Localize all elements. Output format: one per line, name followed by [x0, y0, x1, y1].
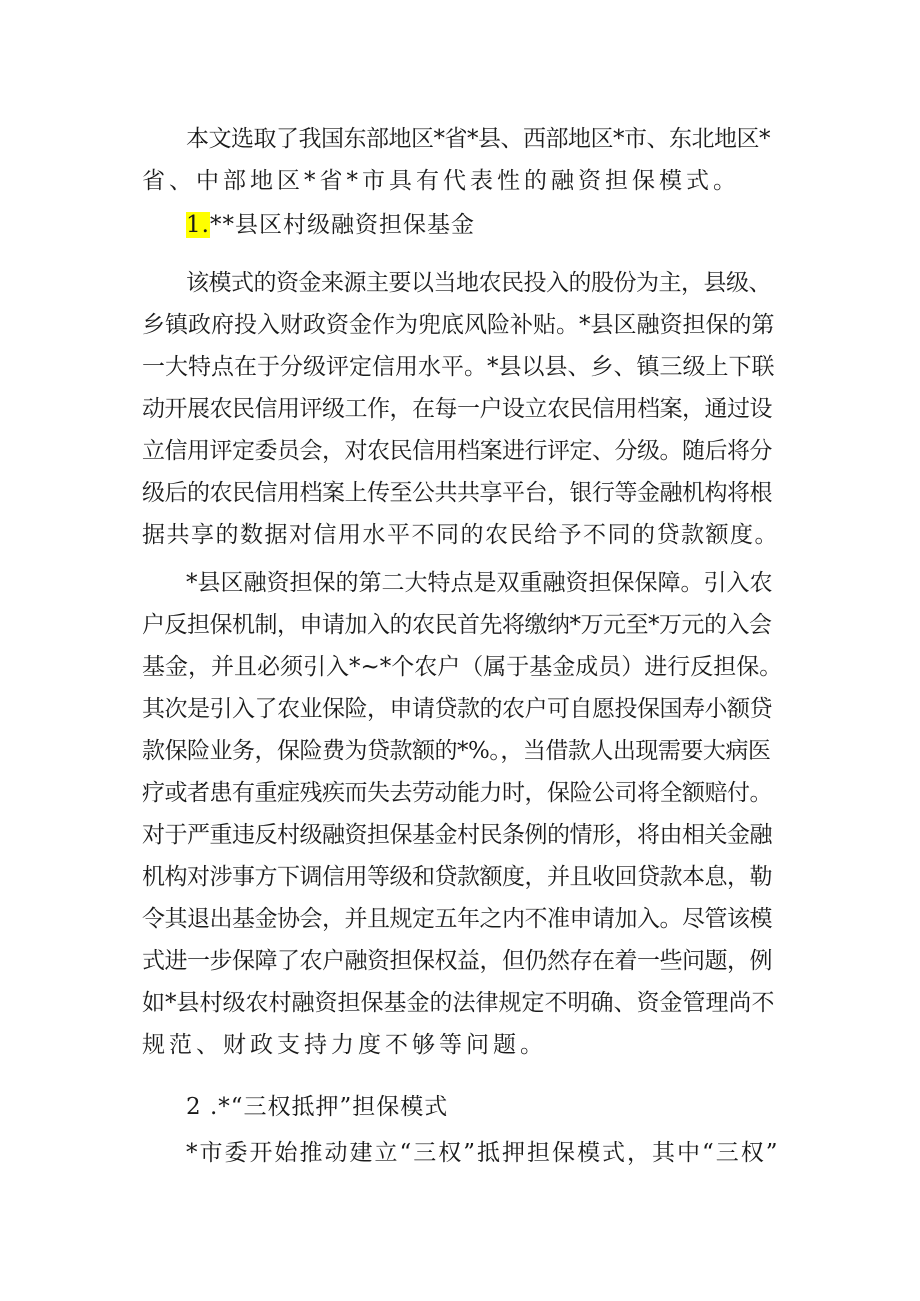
para-2-line-6: 疗或者患有重症残疾而失去劳动能力时，保险公司将全额赔付。	[142, 780, 772, 806]
para-2-line-1: *县区融资担保的第二大特点是双重融资担保保障。引入农	[186, 570, 773, 596]
para-2-line-11: 如*县村级农村融资担保基金的法律规定不明确、资金管理尚不	[142, 990, 775, 1016]
para-2-line-8: 机构对涉事方下调信用等级和贷款额度，并且收回贷款本息，勒	[142, 864, 772, 890]
para-1-line-2: 乡镇政府投入财政资金作为兜底风险补贴。*县区融资担保的第	[142, 312, 775, 338]
para-2-line-9: 令其退出基金协会，并且规定五年之内不准申请加入。尽管该模	[142, 906, 772, 932]
para-2-line-2: 户反担保机制，申请加入的农民首先将缴纳*万元至*万元的入会	[142, 612, 772, 638]
para-1-line-4: 动开展农民信用评级工作，在每一户设立农民信用档案，通过设	[142, 396, 772, 422]
para-2-line-5: 款保险业务，保险费为贷款额的*%。，当借款人出现需要大病医	[142, 738, 771, 764]
section-1-number: 1.	[186, 212, 210, 238]
section-1-title: **县区村级融资担保基金	[209, 212, 475, 238]
para-2-line-7: 对于严重违反村级融资担保基金村民条例的情形，将由相关金融	[142, 822, 772, 848]
section-1-heading	[186, 208, 782, 242]
intro-line-2: 省、中部地区*省*市具有代表性的融资担保模式。	[142, 168, 740, 194]
para-2-line-12: 规范、财政支持力度不够等问题。	[142, 1032, 547, 1058]
section-2-heading: 2 .*“三权抵押”担保模式	[186, 1094, 449, 1120]
para-1-line-7: 据共享的数据对信用水平不同的农民给予不同的贷款额度。	[142, 522, 779, 548]
para-1-line-6: 级后的农民信用档案上传至公共共享平台，银行等金融机构将根	[142, 480, 772, 506]
para-1-line-1: 该模式的资金来源主要以当地农民投入的股份为主，县级、	[186, 270, 771, 296]
para-2-line-4: 其次是引入了农业保险，申请贷款的农户可自愿投保国寿小额贷	[142, 696, 772, 722]
para-1-line-3: 一大特点在于分级评定信用水平。*县以县、乡、镇三级上下联	[142, 354, 775, 380]
para-2-line-3: 基金，并且必须引入*~*个农户（属于基金成员）进行反担保。	[142, 654, 783, 680]
para-3-line-1: *市委开始推动建立“三权”抵押担保模式，其中“三权”	[186, 1140, 780, 1166]
para-2-line-10: 式进一步保障了农户融资担保权益，但仍然存在着一些问题，例	[142, 948, 772, 974]
intro-line-1: 本文选取了我国东部地区*省*县、西部地区*市、东北地区*	[186, 126, 770, 152]
para-1-line-5: 立信用评定委员会，对农民信用档案进行评定、分级。随后将分	[142, 438, 772, 464]
